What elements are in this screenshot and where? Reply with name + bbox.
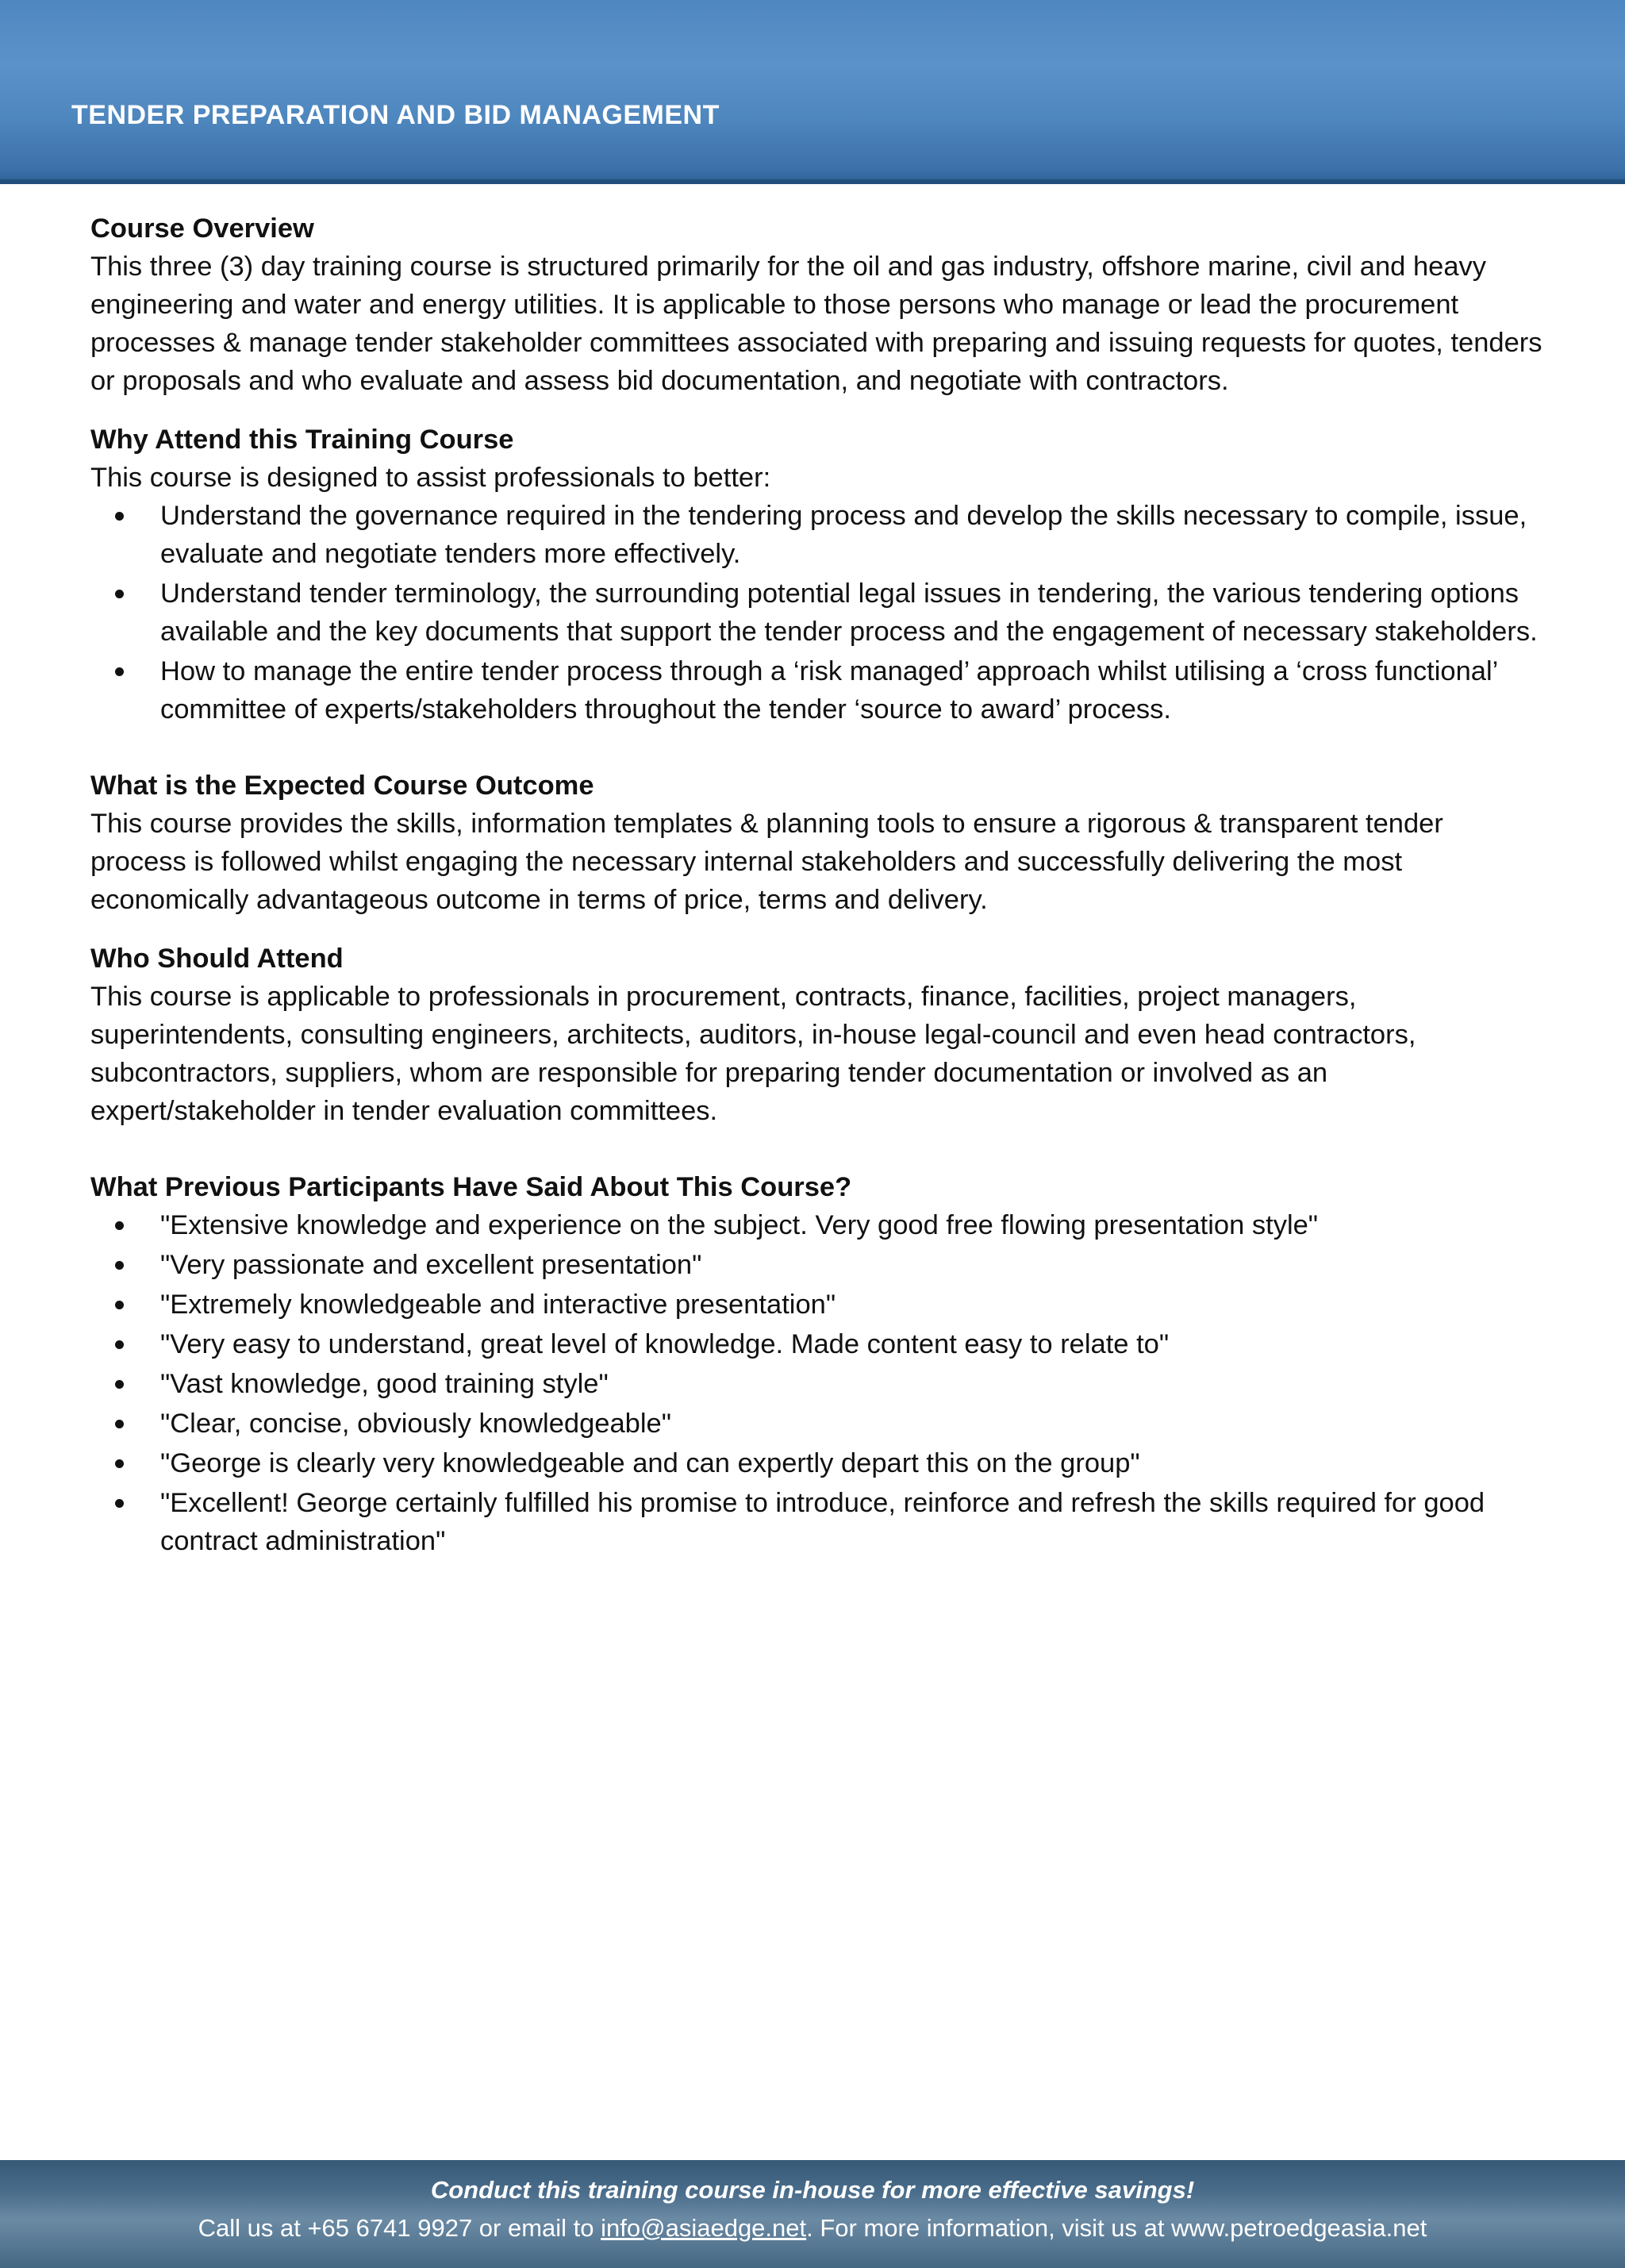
- list-item: How to manage the entire tender process through a ‘risk managed’ approach whilst utilising a ‘cross functional’ committee of experts/stakeholders throughout the tender ‘source to award’ process.: [90, 652, 1542, 728]
- bullet-icon: [115, 1221, 124, 1230]
- bullet-icon: [115, 1459, 124, 1468]
- bullet-icon: [115, 1301, 124, 1309]
- list-item: Understand tender terminology, the surrounding potential legal issues in tendering, the various tendering options available and the key documents that support the tender process and the engagement of necessary stakeholders.: [90, 575, 1542, 651]
- email-link[interactable]: info@asiaedge.net: [601, 2214, 807, 2242]
- list-item: "Very passionate and excellent presentation": [90, 1246, 1542, 1284]
- bullet-icon: [115, 1499, 124, 1508]
- list-item: "Very easy to understand, great level of knowledge. Made content easy to relate to": [90, 1325, 1542, 1363]
- footer-call-text: Call us at +65 6741 9927 or email to: [198, 2214, 601, 2242]
- testimonials-list: [90, 1206, 1542, 1560]
- who-should-attend-text: This course is applicable to professionals in procurement, contracts, finance, facilities, project managers, superintendents, consulting engineers, architects, auditors, in-house legal-council and even head contractors, subcontractors, suppliers, whom are responsible for preparing tender documentation or involved as an expert/stakeholder in tender evaluation committees.: [90, 982, 1416, 1126]
- course-overview-section: [90, 210, 1542, 400]
- expected-outcome-heading: What is the Expected Course Outcome: [90, 771, 594, 801]
- bullet-icon: [115, 1380, 124, 1389]
- footer-banner: [0, 2160, 1625, 2268]
- course-overview-text: This three (3) day training course is structured primarily for the oil and gas industry, offshore marine, civil and heavy engineering and water and energy utilities. It is applicable to those persons who manage or lead the procurement processes & manage tender stakeholder committees associated with preparing and issuing requests for quotes, tenders or proposals and who evaluate and assess bid documentation, and negotiate with contractors.: [90, 252, 1542, 396]
- list-item: "Excellent! George certainly fulfilled his promise to introduce, reinforce and refresh the skills required for good contract administration": [90, 1484, 1542, 1560]
- bullet-icon: [115, 1340, 124, 1349]
- why-attend-list: [90, 497, 1542, 728]
- bullet-icon: [115, 667, 124, 676]
- list-item: "Extensive knowledge and experience on the subject. Very good free flowing presentation style": [90, 1206, 1542, 1244]
- course-overview-heading: Course Overview: [90, 213, 314, 244]
- footer-website-text: . For more information, visit us at www.petroedgeasia.net: [806, 2214, 1427, 2242]
- header-banner: [0, 0, 1625, 184]
- why-attend-heading: Why Attend this Training Course: [90, 425, 514, 455]
- expected-outcome-section: [90, 767, 1542, 919]
- bullet-icon: [115, 1420, 124, 1428]
- footer-promo-text: Conduct this training course in-house for more effective savings!: [430, 2176, 1195, 2204]
- who-should-attend-section: [90, 940, 1542, 1130]
- list-item: Understand the governance required in the tendering process and develop the skills necessary to compile, issue, evaluate and negotiate tenders more effectively.: [90, 497, 1542, 573]
- testimonials-section: [90, 1168, 1542, 1560]
- list-item: "Extremely knowledgeable and interactive presentation": [90, 1286, 1542, 1324]
- testimonials-heading: What Previous Participants Have Said About This Course?: [90, 1172, 852, 1202]
- bullet-icon: [115, 1261, 124, 1270]
- bullet-icon: [115, 590, 124, 598]
- why-attend-section: [90, 421, 1542, 728]
- bullet-icon: [115, 512, 124, 521]
- footer-contact-line: [0, 2214, 1625, 2243]
- list-item: "Clear, concise, obviously knowledgeable": [90, 1405, 1542, 1443]
- who-should-attend-heading: Who Should Attend: [90, 944, 344, 974]
- why-attend-intro: This course is designed to assist professionals to better:: [90, 463, 771, 493]
- main-content: [90, 210, 1542, 1581]
- list-item: "Vast knowledge, good training style": [90, 1365, 1542, 1403]
- document-title: TENDER PREPARATION AND BID MANAGEMENT: [71, 100, 720, 130]
- expected-outcome-text: This course provides the skills, information templates & planning tools to ensure a rigorous & transparent tender process is followed whilst engaging the necessary internal stakeholders and successfully delivering the most economically advantageous outcome in terms of price, terms and delivery.: [90, 809, 1443, 915]
- list-item: "George is clearly very knowledgeable and can expertly depart this on the group": [90, 1444, 1542, 1482]
